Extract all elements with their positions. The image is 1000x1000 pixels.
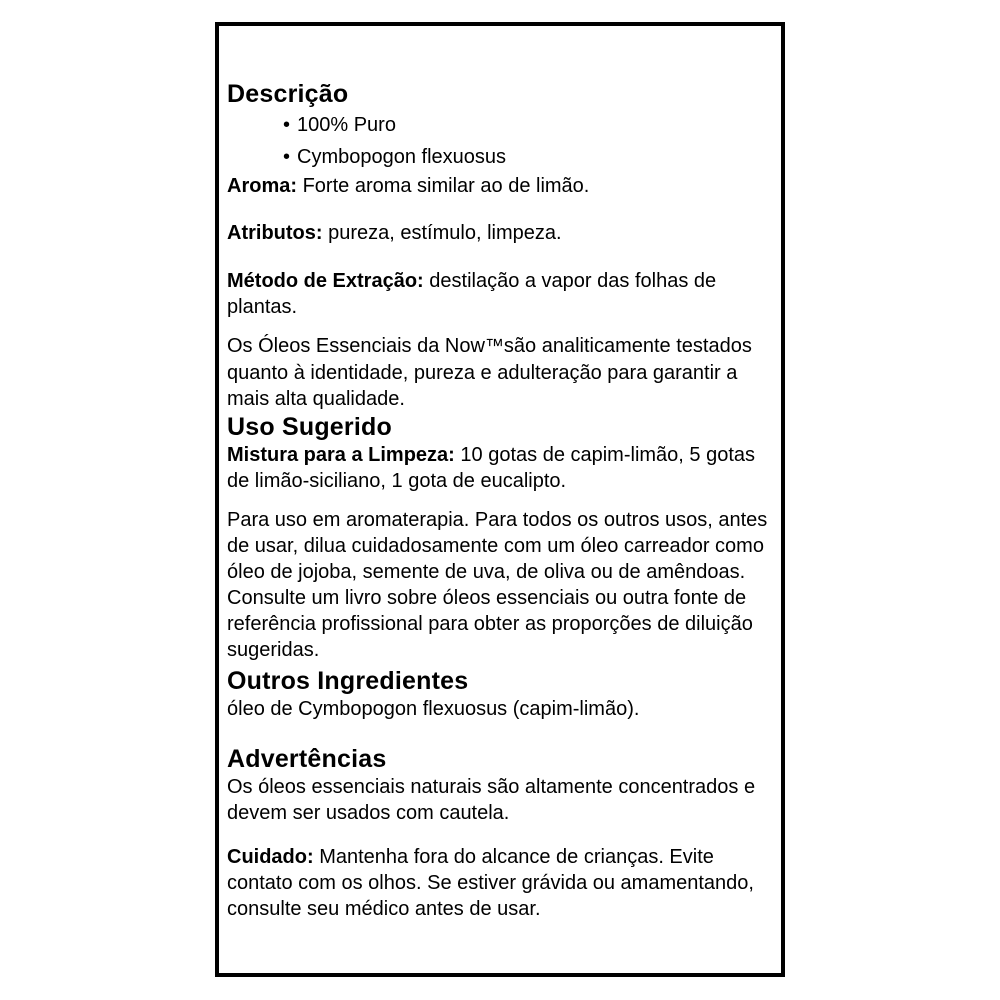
feature-list xyxy=(227,109,773,173)
section-title-descricao: Descrição xyxy=(227,80,349,108)
aroma-paragraph xyxy=(227,173,773,199)
list-item: • Cymbopogon flexuosus xyxy=(297,141,773,173)
cuidado-label: Cuidado: xyxy=(227,846,314,868)
mistura-label: Mistura para a Limpeza: xyxy=(227,444,455,466)
mistura-paragraph xyxy=(227,442,773,494)
cuidado-paragraph xyxy=(227,844,773,922)
section-title-uso-sugerido: Uso Sugerido xyxy=(227,413,392,441)
atributos-label: Atributos: xyxy=(227,222,323,244)
atributos-text: pureza, estímulo, limpeza. xyxy=(328,222,562,244)
qualidade-text-pre: Os Óleos Essenciais da Now xyxy=(227,335,485,357)
aroma-text: Forte aroma similar ao de limão. xyxy=(302,175,590,197)
metodo-extracao-label: Método de Extração: xyxy=(227,270,424,292)
list-item: • 100% Puro xyxy=(297,109,773,141)
advertencias-text: Os óleos essenciais naturais são altamente concentrados e devem ser usados com cautela. xyxy=(227,776,756,824)
mistura-text: 10 gotas de capim-limão, 5 gotas de limão-siciliano, 1 gota de eucalipto. xyxy=(227,444,756,492)
metodo-extracao-text: destilação a vapor das folhas de plantas. xyxy=(227,270,717,318)
atributos-paragraph xyxy=(227,220,773,246)
trademark-symbol: ™ xyxy=(484,336,504,357)
product-description-panel xyxy=(215,22,785,977)
metodo-extracao-paragraph xyxy=(227,268,773,320)
section-title-outros-ingredientes: Outros Ingredientes xyxy=(227,667,469,695)
qualidade-text-post: são analiticamente testados quanto à identidade, pureza e adulteração para garantir a mais alta qualidade. xyxy=(227,335,752,410)
outros-ingredientes-text: óleo de Cymbopogon flexuosus (capim-limão). xyxy=(227,698,640,720)
section-title-advertencias: Advertências xyxy=(227,745,387,773)
cuidado-text: Mantenha fora do alcance de crianças. Evite contato com os olhos. Se estiver grávida ou amamentando, consulte seu médico antes de usar. xyxy=(227,846,754,920)
aromaterapia-paragraph: Para uso em aromaterapia. Para todos os outros usos, antes de usar, dilua cuidadosamente com um óleo carreador como óleo de jojoba, semente de uva, de oliva ou de amêndoas. Consulte um livro sobre óleos essenciais ou outra fonte de referência profissional para obter as proporções de diluição sugeridas. xyxy=(227,509,768,661)
qualidade-paragraph xyxy=(227,333,773,412)
aroma-label: Aroma: xyxy=(227,175,298,197)
